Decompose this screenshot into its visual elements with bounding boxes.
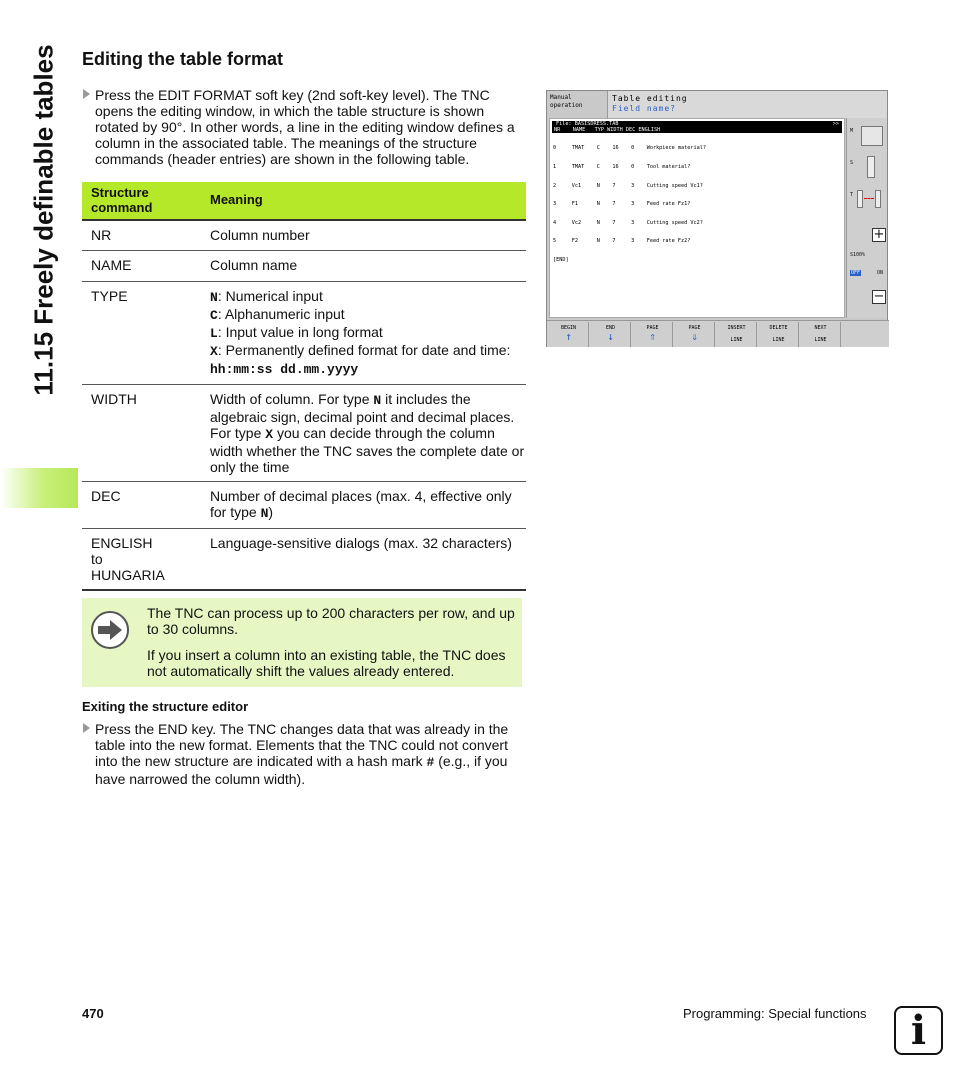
- structure-commands-table: [82, 182, 526, 591]
- off-toggle[interactable]: OFF: [851, 270, 861, 276]
- softkey-bar: [547, 320, 889, 347]
- file-bar: File: BASISDRESS.TAB >>: [552, 121, 842, 127]
- arrow-up-icon: ↑: [565, 330, 572, 343]
- cell-command: NAME: [82, 250, 201, 281]
- editor-screen: [549, 118, 845, 318]
- section-title: Editing the table format: [82, 49, 284, 69]
- table-header-meaning: Meaning: [201, 182, 526, 220]
- tnc-screenshot: [546, 90, 888, 347]
- softkey-end[interactable]: END ↓: [591, 322, 631, 347]
- cell-command: NR: [82, 220, 201, 250]
- minus-icon[interactable]: −: [873, 289, 885, 304]
- info-icon: i: [894, 1006, 943, 1055]
- note-text-1: The TNC can process up to 200 characters per row, and up to 30 columns.: [147, 605, 515, 637]
- tool-change-icon[interactable]: [857, 190, 883, 210]
- exit-paragraph: Press the END key. The TNC changes data that was already in the table into the new format. Elements that the TNC could not convert into the new structure are indicated with a hash mark # (e.g., if you have narrowed the column width).: [95, 721, 509, 787]
- table-row: [82, 220, 526, 250]
- plus-icon[interactable]: +: [873, 227, 885, 242]
- list-item[interactable]: 0 TMAT C 16 0 Workpiece material?: [553, 145, 707, 152]
- arrow-up-icon: ⇑: [649, 330, 656, 343]
- chapter-name: Programming: Special functions: [683, 1006, 867, 1021]
- machine-status-panel: M S T + S100% OFF ON −: [846, 118, 887, 318]
- cell-meaning: Column number: [201, 220, 526, 250]
- arrow-right-icon: [91, 611, 129, 649]
- editing-title: Table editing Field name?: [607, 91, 887, 118]
- cell-meaning: Width of column. For type N it includes the algebraic sign, decimal point and decimal places. For type X you can decide through the column width whether the TNC saves the complete date or only the time: [201, 384, 526, 481]
- list-item[interactable]: 5 F2 N 7 3 Feed rate Fz2?: [553, 238, 691, 245]
- column-header-bar: NR NAME TYP WIDTH DEC ENGLISH: [552, 127, 842, 133]
- table-row: [82, 384, 526, 481]
- table-row: [82, 281, 526, 384]
- cell-meaning: N: Numerical input C: Alphanumeric input L: Input value in long format X: Permanently defined format for date and time: hh:mm:ss dd.mm.yyyy: [201, 281, 526, 384]
- list-item[interactable]: 1 TMAT C 16 0 Tool material?: [553, 164, 691, 171]
- on-toggle[interactable]: ON: [877, 270, 884, 276]
- list-item[interactable]: 2 Vc1 N 7 3 Cutting speed Vc1?: [553, 182, 703, 189]
- softkey-begin[interactable]: BEGIN ↑: [549, 322, 589, 347]
- cell-command: WIDTH: [82, 384, 201, 481]
- operating-mode: Manual operation: [550, 94, 583, 109]
- softkey-page-down[interactable]: PAGE ⇓: [675, 322, 715, 347]
- arrow-down-icon: ⇓: [691, 330, 698, 343]
- structure-rows: [550, 133, 844, 276]
- note-box: [82, 598, 522, 687]
- chapter-tab-marker: [0, 468, 78, 508]
- page-number: 470: [82, 1006, 104, 1021]
- cell-meaning: Number of decimal places (max. 4, effective only for type N): [201, 481, 526, 528]
- cell-command: DEC: [82, 481, 201, 528]
- side-chapter-title: [24, 40, 64, 400]
- cell-meaning: Column name: [201, 250, 526, 281]
- spindle-icon[interactable]: [867, 156, 875, 178]
- note-text-2: If you insert a column into an existing table, the TNC does not automatically shift the values already entered.: [147, 647, 506, 679]
- softkey-page-up[interactable]: PAGE ⇑: [633, 322, 673, 347]
- list-item[interactable]: [END]: [553, 257, 569, 264]
- bullet-arrow-icon: [83, 89, 90, 99]
- bullet-arrow-icon: [83, 723, 90, 733]
- arrow-down-icon: ↓: [607, 330, 614, 343]
- softkey-empty[interactable]: [843, 322, 883, 347]
- softkey-insert-line[interactable]: INSERT LINE: [717, 322, 757, 347]
- exit-heading: Exiting the structure editor: [82, 699, 249, 714]
- table-row: [82, 250, 526, 281]
- table-row: [82, 481, 526, 528]
- intro-paragraph: Press the EDIT FORMAT soft key (2nd soft-key level). The TNC opens the editing window, in which the table structure is shown rotated by 90°. In other words, a line in the editing window defines a column in the associated table. The meanings of the structure commands (header entries) are shown in the following table.: [95, 87, 515, 167]
- list-item[interactable]: 4 Vc2 N 7 3 Cutting speed Vc2?: [553, 219, 703, 226]
- cell-command: TYPE: [82, 281, 201, 384]
- table-row: [82, 528, 526, 590]
- list-item[interactable]: 3 F1 N 7 3 Feed rate Fz1?: [553, 201, 691, 208]
- softkey-delete-line[interactable]: DELETE LINE: [759, 322, 799, 347]
- softkey-next-line[interactable]: NEXT LINE: [801, 322, 841, 347]
- cell-command: ENGLISH to HUNGARIA: [82, 528, 201, 590]
- tool-holder-icon[interactable]: [861, 126, 883, 146]
- side-chapter-title-text: 11.15 Freely definable tables: [28, 44, 59, 396]
- cell-meaning: Language-sensitive dialogs (max. 32 characters): [201, 528, 526, 590]
- table-header-command: Structure command: [82, 182, 201, 220]
